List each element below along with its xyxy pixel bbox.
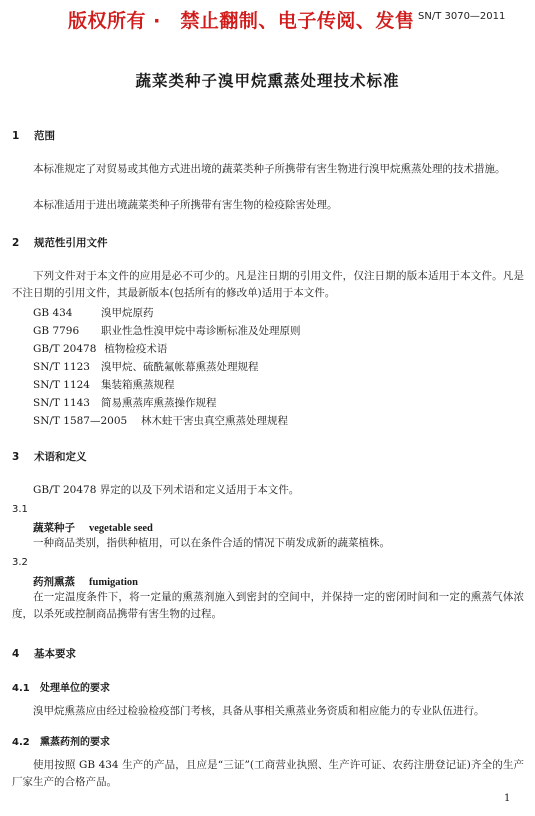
section-title: 范围: [34, 130, 55, 142]
section-title: 术语和定义: [34, 451, 87, 463]
document-title: 蔬菜类种子溴甲烷熏蒸处理技术标准: [135, 72, 400, 90]
section-number: 3: [12, 451, 20, 463]
page-number: 1: [504, 793, 511, 804]
term-definition: 一种商品类别，指供种植用，可以在条件合适的情况下萌发成新的蔬菜植株。: [33, 537, 390, 549]
subsection-4-1-heading: 4.1 处理单位的要求: [12, 683, 110, 694]
subsection-4-2-heading: 4.2 熏蒸药剂的要求: [12, 737, 110, 748]
section-title: 规范性引用文件: [34, 237, 108, 249]
term-number: 3.2: [12, 557, 28, 568]
section-1-heading: [12, 128, 55, 143]
term-name: 药剂熏蒸 fumigation: [33, 576, 139, 588]
term-name: 蔬菜种子 vegetable seed: [33, 522, 153, 534]
reference-item: GB/T 20478 植物检疫术语: [33, 343, 168, 355]
section-1-para-2: 本标准适用于进出境蔬菜类种子所携带有害生物的检疫除害处理。: [33, 199, 338, 211]
section-2-para-1: 下列文件对于本文件的应用是必不可少的。凡是注日期的引用文件，仅注日期的版本适用于本文件。凡是不注日期的引用文件，其最新版本(包括所有的修改单)适用于本文件。: [12, 270, 524, 299]
section-number: 2: [12, 237, 20, 249]
reference-item: SN/T 1143 简易熏蒸库熏蒸操作规程: [33, 397, 217, 409]
section-3-para-1: GB/T 20478 界定的以及下列术语和定义适用于本文件。: [33, 484, 300, 496]
reference-item: SN/T 1587—2005 林木蛀干害虫真空熏蒸处理规程: [33, 415, 288, 427]
reference-item: SN/T 1123 溴甲烷、硫酰氟帐幕熏蒸处理规程: [33, 361, 259, 373]
section-2-heading: [12, 235, 108, 250]
subsection-4-2-para: 使用按照 GB 434 生产的产品，且应是“三证”(工商营业执照、生产许可证、农药注册登记证)齐全的生产厂家生产的合格产品。: [12, 759, 524, 788]
section-title: 基本要求: [34, 648, 76, 660]
standard-code: SN/T 3070—2011: [418, 11, 506, 22]
reference-item: GB 7796 职业性急性溴甲烷中毒诊断标准及处理原则: [33, 325, 301, 337]
subsection-4-1-para: 溴甲烷熏蒸应由经过检验检疫部门考核，具备从事相关熏蒸业务资质和相应能力的专业队伍进行。: [33, 705, 485, 717]
section-4-heading: [12, 646, 76, 661]
section-3-heading: [12, 449, 87, 464]
term-definition: 在一定温度条件下，将一定量的熏蒸剂施入到密封的空间中，并保持一定的密闭时间和一定的熏蒸气体浓度，以杀死或控制商品携带有害生物的过程。: [12, 591, 524, 620]
section-number: 1: [12, 130, 20, 142]
reference-item: GB 434 溴甲烷原药: [33, 307, 154, 319]
term-number: 3.1: [12, 504, 28, 515]
section-number: 4: [12, 648, 20, 660]
section-1-para-1: 本标准规定了对贸易或其他方式进出境的蔬菜类种子所携带有害生物进行溴甲烷熏蒸处理的技术措施。: [33, 163, 506, 175]
reference-item: SN/T 1124 集装箱熏蒸规程: [33, 379, 175, 391]
watermark-text: 版权所有 · 禁止翻制、电子传阅、发售: [68, 10, 415, 32]
